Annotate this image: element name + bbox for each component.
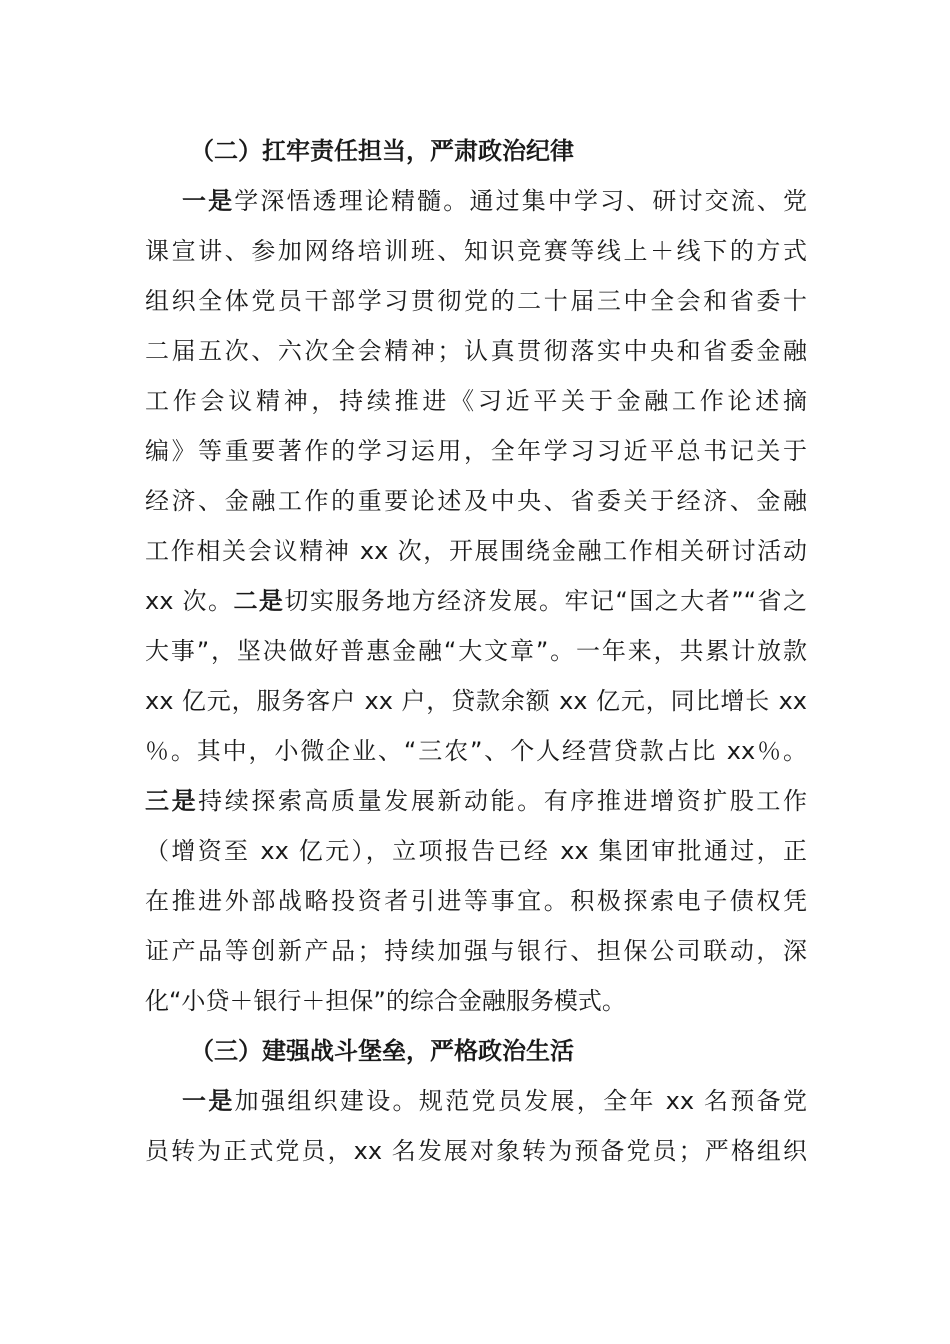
- line-text: 学深悟透理论精髓。通过集中学习、研讨交流、党: [234, 187, 808, 215]
- emphasis-lead: 一是: [182, 187, 235, 215]
- emphasis-lead: 三是: [145, 787, 199, 815]
- paragraph-line: 化“小贷＋银行＋担保”的综合金融服务模式。: [145, 987, 626, 1015]
- emphasis-lead: 二是: [233, 587, 285, 615]
- paragraph-line: 经济、金融工作的重要论述及中央、省委关于经济、金融: [145, 487, 807, 515]
- paragraph-line: 工作会议精神，持续推进《习近平关于金融工作论述摘: [145, 387, 807, 415]
- paragraph-line: 证产品等创新产品；持续加强与银行、担保公司联动，深: [145, 937, 807, 965]
- paragraph-line: ％。其中，小微企业、“三农”、个人经营贷款占比 xx％。: [145, 737, 807, 765]
- paragraph-line: [145, 786, 807, 816]
- line-text: 加强组织建设。规范党员发展，全年 xx 名预备党: [234, 1087, 807, 1115]
- paragraph-line: 组织全体党员干部学习贯彻党的二十届三中全会和省委十: [145, 287, 807, 315]
- paragraph-line: 大事”，坚决做好普惠金融“大文章”。一年来，共累计放款: [145, 637, 807, 665]
- section-2-heading: （二）扛牢责任担当，严肃政治纪律: [190, 137, 574, 165]
- paragraph-line: [182, 1086, 807, 1116]
- paragraph-line: 编》等重要著作的学习运用，全年学习习近平总书记关于: [145, 437, 807, 465]
- paragraph-line: [182, 186, 807, 216]
- paragraph-line: xx 亿元，服务客户 xx 户，贷款余额 xx 亿元，同比增长 xx: [145, 687, 807, 715]
- line-text: xx 次。: [145, 587, 234, 615]
- paragraph-line: 员转为正式党员，xx 名发展对象转为预备党员；严格组织: [145, 1137, 807, 1165]
- line-text: 切实服务地方经济发展。牢记“国之大者”“省之: [284, 587, 807, 615]
- paragraph-line: 课宣讲、参加网络培训班、知识竞赛等线上＋线下的方式: [145, 237, 807, 265]
- paragraph-line: 在推进外部战略投资者引进等事宜。积极探索电子债权凭: [145, 887, 807, 915]
- paragraph-line: [145, 586, 807, 616]
- paragraph-line: 工作相关会议精神 xx 次，开展围绕金融工作相关研讨活动: [145, 537, 807, 565]
- paragraph-line: 二届五次、六次全会精神；认真贯彻落实中央和省委金融: [145, 337, 807, 365]
- emphasis-lead: 一是: [182, 1087, 235, 1115]
- section-3-heading: （三）建强战斗堡垒，严格政治生活: [190, 1037, 574, 1065]
- line-text: 持续探索高质量发展新动能。有序推进增资扩股工作: [198, 787, 808, 815]
- paragraph-line: （增资至 xx 亿元），立项报告已经 xx 集团审批通过，正: [145, 837, 807, 865]
